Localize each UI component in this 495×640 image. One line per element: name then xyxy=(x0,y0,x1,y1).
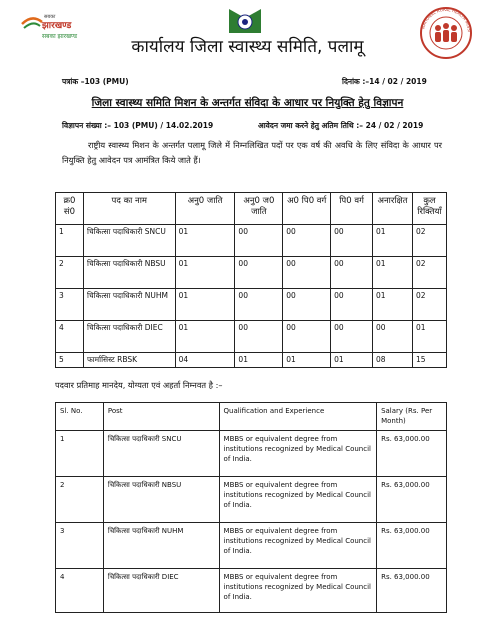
table-cell: 01 xyxy=(412,321,446,353)
table-cell: 00 xyxy=(331,225,373,257)
section-heading: पदवार प्रतिमाह मानदेय, योग्यता एवं अहर्ता निम्नवत है :– xyxy=(55,380,223,390)
table-cell: 3 xyxy=(56,289,84,321)
table-cell: Rs. 63,000.00 xyxy=(377,523,447,569)
table-row xyxy=(56,257,447,289)
qualification-table xyxy=(55,402,447,613)
table-cell: 01 xyxy=(372,225,412,257)
letter-date: दिनांक :–14 / 02 / 2019 xyxy=(342,77,427,86)
column-header: पद का नाम xyxy=(83,193,175,225)
table-cell: फार्मासिस्ट RBSK xyxy=(83,353,175,368)
column-header: Post xyxy=(103,403,219,431)
table-cell: Rs. 63,000.00 xyxy=(377,569,447,613)
table-row xyxy=(56,477,447,523)
table-cell: MBBS or equivalent degree from institutions recognized by Medical Council of India. xyxy=(219,477,377,523)
column-header: Salary (Rs. Per Month) xyxy=(377,403,447,431)
table-cell: चिकित्सा पदाधिकारी DIEC xyxy=(103,569,219,613)
vacancy-table-header xyxy=(56,193,447,225)
table-cell: 01 xyxy=(235,353,283,368)
table-cell: 00 xyxy=(235,321,283,353)
column-header: अनु0 ज0 जाति xyxy=(235,193,283,225)
table-cell: 00 xyxy=(235,225,283,257)
application-last-date: आवेदन जमा करने हेतु अतिम तिथि :– 24 / 02 / 2019 xyxy=(258,121,424,130)
svg-text:सबका झारखण्ड: सबका झारखण्ड xyxy=(42,33,78,40)
svg-text:NATIONAL RURAL HEALTH MISSION: NATIONAL RURAL HEALTH MISSI xyxy=(420,6,472,33)
table-cell: 00 xyxy=(283,257,331,289)
column-header: Qualification and Experience xyxy=(219,403,377,431)
column-header: Sl. No. xyxy=(56,403,104,431)
intro-paragraph: राष्ट्रीय स्वास्थ्य मिशन के अन्तर्गत पलामू जिले में निम्नलिखित पदों पर एक वर्ष की अवधि के लिए संविदा के आधार पर नियुक्ति हेतु आवेदन पत्र आमंत्रित किये जाते हैं। xyxy=(62,140,442,165)
table-cell: 00 xyxy=(235,257,283,289)
table-cell: 01 xyxy=(175,289,235,321)
table-cell: चिकित्सा पदाधिकारी NBSU xyxy=(83,257,175,289)
table-cell: 08 xyxy=(372,353,412,368)
table-row xyxy=(56,431,447,477)
table-cell: 15 xyxy=(412,353,446,368)
table-cell: चिकित्सा पदाधिकारी DIEC xyxy=(83,321,175,353)
table-cell: चिकित्सा पदाधिकारी SNCU xyxy=(83,225,175,257)
table-cell: चिकित्सा पदाधिकारी NUHM xyxy=(103,523,219,569)
table-cell: 01 xyxy=(283,353,331,368)
table-row xyxy=(56,569,447,613)
table-cell: 01 xyxy=(372,289,412,321)
table-cell: 2 xyxy=(56,257,84,289)
table-cell: 00 xyxy=(283,289,331,321)
table-cell: 4 xyxy=(56,321,84,353)
table-cell: Rs. 63,000.00 xyxy=(377,431,447,477)
table-cell: चिकित्सा पदाधिकारी SNCU xyxy=(103,431,219,477)
table-cell: 00 xyxy=(235,289,283,321)
advertisement-number: विज्ञापन संख्या :– 103 (PMU) / 14.02.2019 xyxy=(62,121,214,130)
table-cell: 2 xyxy=(56,477,104,523)
table-cell: 01 xyxy=(175,225,235,257)
column-header: अनु0 जाति xyxy=(175,193,235,225)
table-cell: 00 xyxy=(283,321,331,353)
vacancy-table xyxy=(55,192,447,368)
advertisement-heading: जिला स्वास्थ्य समिति मिशन के अन्तर्गत संविदा के आधार पर नियुक्ति हेतु विज्ञापन xyxy=(91,97,404,109)
table-cell: 1 xyxy=(56,225,84,257)
state-emblem-icon xyxy=(228,8,262,34)
table-cell: 3 xyxy=(56,523,104,569)
table-cell: MBBS or equivalent degree from institutions recognized by Medical Council of India. xyxy=(219,569,377,613)
table-cell: 01 xyxy=(175,321,235,353)
table-cell: 01 xyxy=(372,257,412,289)
table-cell: 4 xyxy=(56,569,104,613)
table-cell: 00 xyxy=(331,257,373,289)
table-cell: 01 xyxy=(331,353,373,368)
table-cell: 5 xyxy=(56,353,84,368)
table-cell: 00 xyxy=(331,289,373,321)
column-header: कुल रिक्तियाँ xyxy=(412,193,446,225)
table-cell: चिकित्सा पदाधिकारी NUHM xyxy=(83,289,175,321)
table-cell: चिकित्सा पदाधिकारी NBSU xyxy=(103,477,219,523)
column-header: अनारक्षित xyxy=(372,193,412,225)
table-cell: 1 xyxy=(56,431,104,477)
table-row xyxy=(56,321,447,353)
table-cell: 02 xyxy=(412,289,446,321)
table-cell: MBBS or equivalent degree from institutions recognized by Medical Council of India. xyxy=(219,431,377,477)
table-row xyxy=(56,353,447,368)
table-row xyxy=(56,523,447,569)
reference-number: पत्रांक –103 (PMU) xyxy=(62,77,129,86)
table-cell: 02 xyxy=(412,257,446,289)
column-header: पि0 वर्ग xyxy=(331,193,373,225)
table-cell: MBBS or equivalent degree from institutions recognized by Medical Council of India. xyxy=(219,523,377,569)
table-cell: Rs. 63,000.00 xyxy=(377,477,447,523)
svg-text:झारखण्ड: झारखण्ड xyxy=(42,21,72,31)
column-header: क्र0 सं0 xyxy=(56,193,84,225)
column-header: अ0 पि0 वर्ग xyxy=(283,193,331,225)
svg-text:सबका: सबका xyxy=(44,14,56,20)
table-cell: 01 xyxy=(175,257,235,289)
table-row xyxy=(56,289,447,321)
office-title: कार्यालय जिला स्वास्थ्य समिति, पलामू xyxy=(131,37,364,57)
qualification-table-header xyxy=(56,403,447,431)
table-cell: 02 xyxy=(412,225,446,257)
table-cell: 00 xyxy=(283,225,331,257)
table-cell: 00 xyxy=(331,321,373,353)
table-cell: 00 xyxy=(372,321,412,353)
table-cell: 04 xyxy=(175,353,235,368)
table-row xyxy=(56,225,447,257)
